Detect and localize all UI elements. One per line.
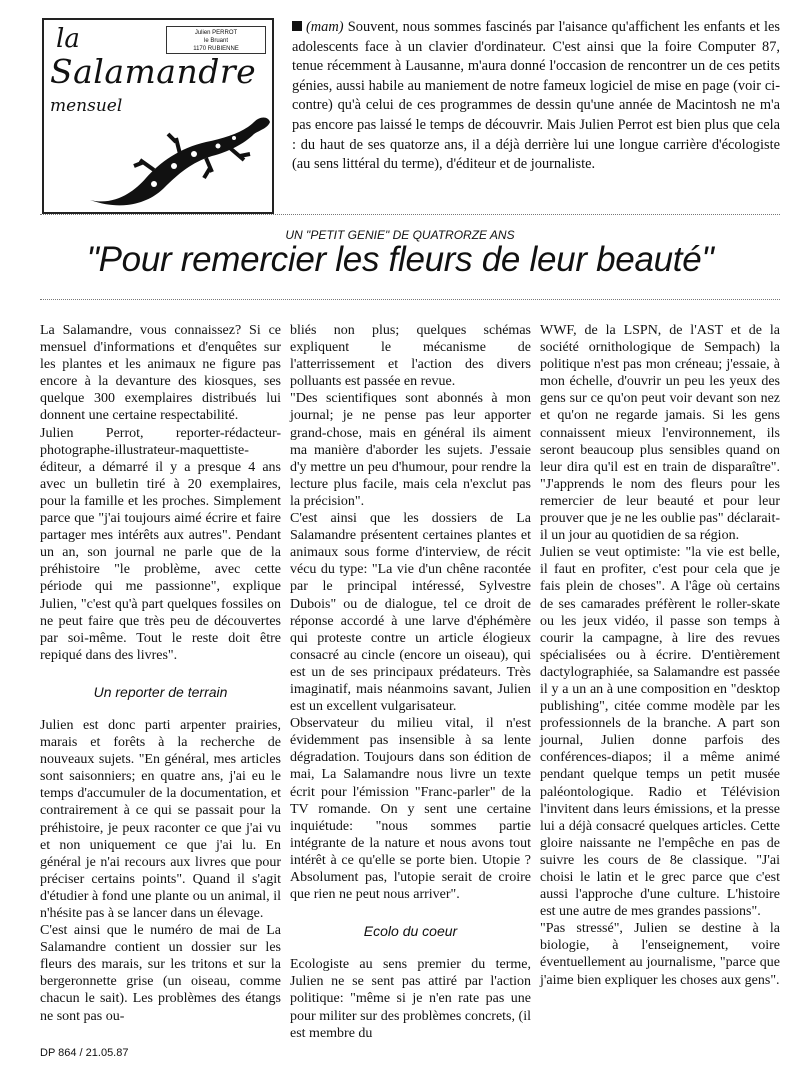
headline: "Pour remercier les fleurs de leur beauté" — [86, 240, 714, 279]
address-stamp — [166, 26, 266, 54]
salamander-illustration — [84, 108, 274, 212]
salamandre-logo — [42, 18, 274, 214]
subheading: Ecolo du coeur — [363, 923, 458, 940]
intro-paragraph — [292, 18, 780, 175]
logo-title: Salamandre — [50, 52, 257, 91]
column-2 — [290, 322, 531, 1042]
paragraph: "Des scientifiques sont abonnés à mon journal; je ne pense pas leur apporter grand-chose, mais en général ils aiment ma manière d'aborder les sujets. J'essaie d'y mettre un peu d'humour, pour rendre la lecture plus facile, mais cela n'exclut pas la précision". — [290, 391, 531, 509]
stamp-line: 1170 RUBIENNE — [193, 46, 239, 52]
paragraph: C'est ainsi que les dossiers de La Salamandre présentent certaines plantes et animaux sous forme d'interview, de récit vécu du type: "La vie d'un chêne racontée par le principal intéressé, Sylvestre Dubois" ou de dialogue, tel ce droit de réponse accordé à une larve d'éphémère qui proteste contre un article élogieux consacré au cincle (encore un oiseau), qui est un de ses principaux prédateurs. Très imaginatif, mais néanmoins savant, Julien est un excellent vulgarisateur. — [290, 511, 531, 715]
paragraph: Julien est donc parti arpenter prairies, marais et forêts à la recherche de nouveaux sujets. "En général, mes articles sont saisonniers; en quatre ans, j'ai eu le temps d'accumuler de la documentation, et contrairement à ce qui se passait pour la préhistoire, je peux raconter ce que j'ai vu et non uniquement ce que j'ai lu. En général je n'ai recours aux livres que pour préciser certains points". Quand il s'agit d'étudier à fond une plante ou un animal, il n'hésite pas à se lancer dans un élevage. — [40, 717, 281, 921]
paragraph: "Pas stressé", Julien se destine à la biologie, à l'enseignement, voire éventuellement au journalisme, "parce que j'aime bien expliquer les choses aux gens". — [540, 921, 780, 988]
divider-headline — [40, 299, 780, 300]
logo-subtitle: mensuel — [50, 96, 123, 116]
kicker: UN "PETIT GENIE" DE QUATRORZE ANS — [285, 228, 515, 242]
divider-top — [40, 214, 780, 215]
intro-author: (mam) — [306, 19, 344, 35]
intro-text: Souvent, nous sommes fascinés par l'aisance qu'affichent les enfants et les adolescents face à un clavier d'ordinateur. C'est ainsi que la foire Computer 87, tenue récemment à Lausanne, m'aura donné l'occasion de rencontrer un de ces petits génies, aussi habile au maniement de notre fameux logiciel de mise en page (voir ci-contre) qu'à celui de ces programmes de dessin qu'une année de Macintosh ne m'a pas encore pas laissé le temps de découvrir. Mais Julien Perrot est bien plus que cela : du haut de ses quatorze ans, il a déjà derrière lui une longue carrière d'écologiste (au sens littéral du terme), d'éditeur et de journaliste. — [292, 19, 780, 173]
paragraph: Observateur du milieu vital, il n'est évidemment pas insensible à sa lente dégradation. Toujours dans son édition de mai, La Salamandre nous livre un texte écrit pour l'émission "Franc-parler" de la TV romande. On y sent une certaine inquiétude: "nous sommes partie intégrante de la nature et nous avons tout intérêt à ce qu'elle se porte bien. Utopie ? Absolument pas, l'utopie serait de croire que rien ne peut nous arriver". — [290, 716, 531, 903]
paragraph: Ecologiste au sens premier du terme, Julien ne se sent pas attiré par l'action politique: "même si je n'en rate pas une pour militer sur des problèmes concrets, (il est membre du — [290, 957, 531, 1041]
paragraph: C'est ainsi que le numéro de mai de La Salamandre contient un dossier sur les fleurs des marais, sur les tritons et sur la bergeronnette grise (un oiseau, comme chacun le sait). Les problèmes des étangs ne sont pas ou- — [40, 923, 281, 1024]
paragraph: Julien se veut optimiste: "la vie est belle, il faut en profiter, c'est pour cela que je fais plein de choses". A l'âge où certains de ses camarades préfèrent le roller-skate ou les jeux vidéo, il passe son temps à courir la campagne, à lire des revues spécialisées ou à écrire. D'entièrement dactylographiée, sa Salamandre est passée il y a un an à une composition en "desktop publishing", citée comme modèle par les professionnels de la branche. A part son journal, Julien donne parfois des conférences-diapos; il a même animé pendant quelque temps un petit musée paléontologique. Radio et Télévision l'invitent dans leurs émissions, et la presse lui a déjà consacré quelques articles. Cette gloire naissante ne l'empêche en pas de suivre les cours de 8e classique. "J'ai choisi le latin et le grec parce que c'est aussi l'approche d'une culture. L'histoire est une autre de mes grandes passions". — [540, 545, 780, 920]
square-bullet-icon — [292, 21, 302, 31]
footer-issue: DP 864 / 21.05.87 — [40, 1047, 129, 1059]
column-1 — [40, 322, 281, 1025]
paragraph: Julien Perrot, reporter-rédacteur-photographe-illustrateur-maquettiste-éditeur, a démarré il y a presque 4 ans avec un bulletin tiré à 20 exemplaires, pour la famille et les proches. Simplement parce que "j'ai toujours aimé écrire et faire partager mes intérêts aux autres". Pendant un an, son journal ne parle que de la préhistoire "le problème, avec cette période qui me passionne", explique Julien, "c'est qu'à part quelques fossiles on ne peut faire que très peu de découvertes par soi-même. Tout le reste doit être repiqué dans des livres". — [40, 425, 281, 663]
stamp-line: Julien PERROT — [194, 30, 238, 36]
logo-la: la — [56, 24, 80, 54]
subheading: Un reporter de terrain — [93, 683, 228, 700]
paragraph: WWF, de la LSPN, de l'AST et de la société ornithologique de Sempach) la politique n'est pas mon créneau; j'essaie, à mon échelle, d'ouvrir un peu les yeux des gens sur ce qu'on peut voir devant son nez et qu'on ne regarde jamais. Si les gens connaissent mieux l'environnement, ils seront beaucoup plus sensibles quand on leur dira qu'il est en train de disparaître". "J'apprends le nom des fleurs pour les remercier de leur beauté et pour leur prouver que je ne les oublie pas" déclarait-il un jour au quotidien de sa région. — [540, 323, 780, 544]
column-3 — [540, 322, 780, 989]
paragraph: bliés non plus; quelques schémas expliquent le mécanisme de l'atterrissement et l'action des divers polluants est passée en revue. — [290, 323, 531, 390]
stamp-line: le Bruant — [203, 38, 228, 44]
paragraph: La Salamandre, vous connaissez? Si ce mensuel d'informations et d'enquêtes sur les plantes et les animaux ne figure pas encore à la devanture des kiosques, ses quelque 300 exemplaires distribués lui donnent une certaine respectabilité. — [40, 323, 281, 424]
